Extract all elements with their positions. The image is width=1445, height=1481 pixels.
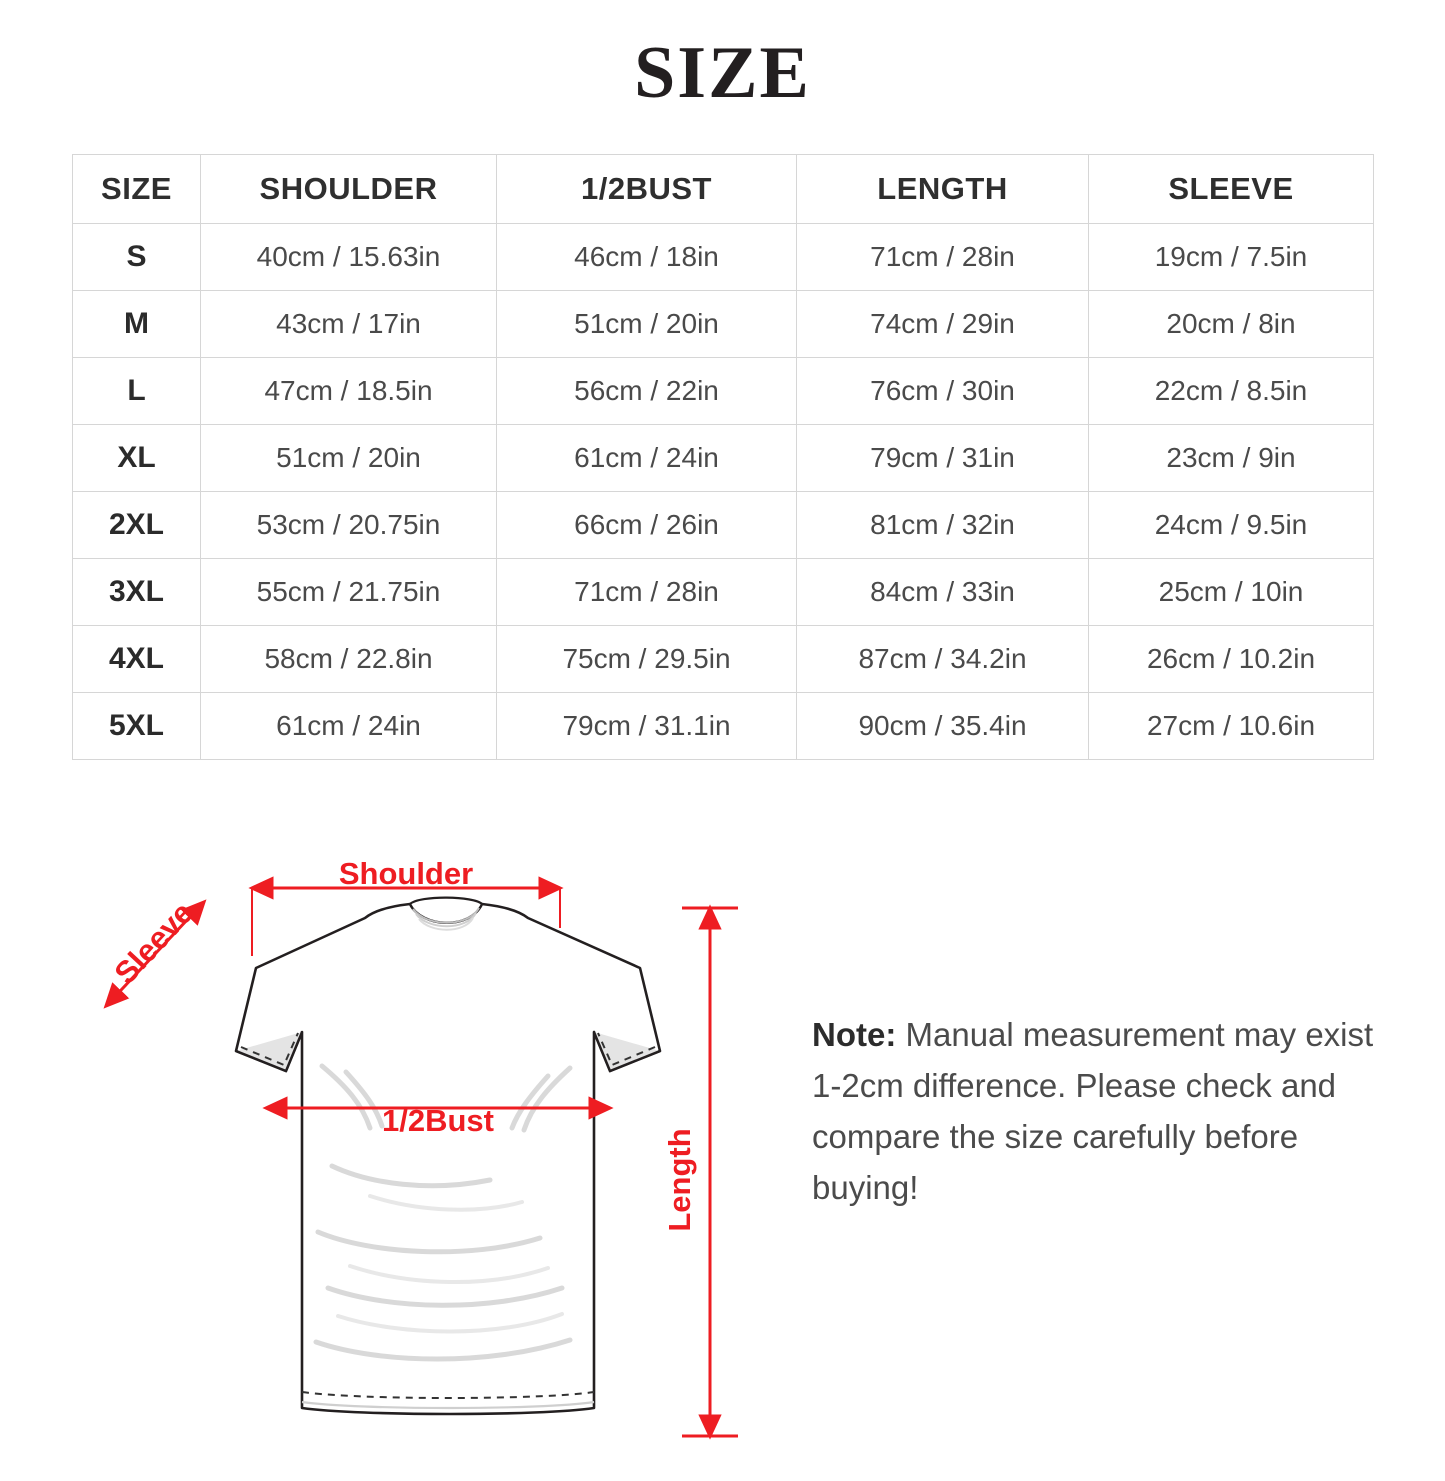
half-bust-label: 1/2Bust — [382, 1103, 494, 1138]
length-dimension — [662, 908, 738, 1436]
cell-sleeve: 19cm / 7.5in — [1089, 224, 1374, 291]
cell-sleeve: 25cm / 10in — [1089, 559, 1374, 626]
cell-shoulder: 53cm / 20.75in — [201, 492, 497, 559]
cell-sleeve: 27cm / 10.6in — [1089, 693, 1374, 760]
cell-shoulder: 51cm / 20in — [201, 425, 497, 492]
cell-size: 3XL — [73, 559, 201, 626]
cell-size: XL — [73, 425, 201, 492]
cell-length: 71cm / 28in — [797, 224, 1089, 291]
cell-bust: 56cm / 22in — [497, 358, 797, 425]
table-row — [73, 492, 1374, 559]
note-text: Manual measurement may exist 1-2cm difference. Please check and compare the size carefully before buying! — [812, 1016, 1374, 1207]
cell-bust: 66cm / 26in — [497, 492, 797, 559]
tshirt-illustration — [70, 836, 810, 1476]
cell-size: 5XL — [73, 693, 201, 760]
cell-sleeve: 26cm / 10.2in — [1089, 626, 1374, 693]
cell-length: 81cm / 32in — [797, 492, 1089, 559]
cell-bust: 61cm / 24in — [497, 425, 797, 492]
table-row — [73, 559, 1374, 626]
cell-size: M — [73, 291, 201, 358]
table-row — [73, 224, 1374, 291]
cell-shoulder: 43cm / 17in — [201, 291, 497, 358]
cell-length: 90cm / 35.4in — [797, 693, 1089, 760]
cell-size: 4XL — [73, 626, 201, 693]
cell-length: 79cm / 31in — [797, 425, 1089, 492]
table-row — [73, 693, 1374, 760]
cell-shoulder: 58cm / 22.8in — [201, 626, 497, 693]
cell-sleeve: 23cm / 9in — [1089, 425, 1374, 492]
cell-length: 74cm / 29in — [797, 291, 1089, 358]
cell-shoulder: 61cm / 24in — [201, 693, 497, 760]
cell-length: 76cm / 30in — [797, 358, 1089, 425]
page-title: SIZE — [634, 32, 811, 114]
length-label: Length — [662, 1128, 697, 1232]
table-row — [73, 358, 1374, 425]
size-chart-container — [72, 154, 1373, 760]
cell-bust: 46cm / 18in — [497, 224, 797, 291]
column-header-length: LENGTH — [797, 155, 1089, 224]
table-header-row — [73, 155, 1374, 224]
table-row — [73, 291, 1374, 358]
column-header-size: SIZE — [73, 155, 201, 224]
cell-size: L — [73, 358, 201, 425]
size-chart-table — [72, 154, 1374, 760]
table-row — [73, 626, 1374, 693]
cell-shoulder: 40cm / 15.63in — [201, 224, 497, 291]
column-header-sleeve: SLEEVE — [1089, 155, 1374, 224]
column-header-bust: 1/2BUST — [497, 155, 797, 224]
tshirt-outline — [236, 898, 660, 1414]
sleeve-dimension — [106, 895, 204, 1006]
measurement-diagram — [0, 826, 1445, 1481]
sleeve-label: Sleeve — [107, 895, 201, 991]
cell-sleeve: 20cm / 8in — [1089, 291, 1374, 358]
measurement-note — [812, 1009, 1392, 1214]
note-label: Note: — [812, 1016, 897, 1053]
cell-length: 87cm / 34.2in — [797, 626, 1089, 693]
cell-shoulder: 47cm / 18.5in — [201, 358, 497, 425]
cell-bust: 75cm / 29.5in — [497, 626, 797, 693]
cell-length: 84cm / 33in — [797, 559, 1089, 626]
cell-bust: 51cm / 20in — [497, 291, 797, 358]
cell-size: 2XL — [73, 492, 201, 559]
cell-bust: 79cm / 31.1in — [497, 693, 797, 760]
cell-shoulder: 55cm / 21.75in — [201, 559, 497, 626]
column-header-shoulder: SHOULDER — [201, 155, 497, 224]
cell-bust: 71cm / 28in — [497, 559, 797, 626]
cell-sleeve: 24cm / 9.5in — [1089, 492, 1374, 559]
table-row — [73, 425, 1374, 492]
shoulder-label: Shoulder — [338, 856, 474, 891]
cell-size: S — [73, 224, 201, 291]
cell-sleeve: 22cm / 8.5in — [1089, 358, 1374, 425]
